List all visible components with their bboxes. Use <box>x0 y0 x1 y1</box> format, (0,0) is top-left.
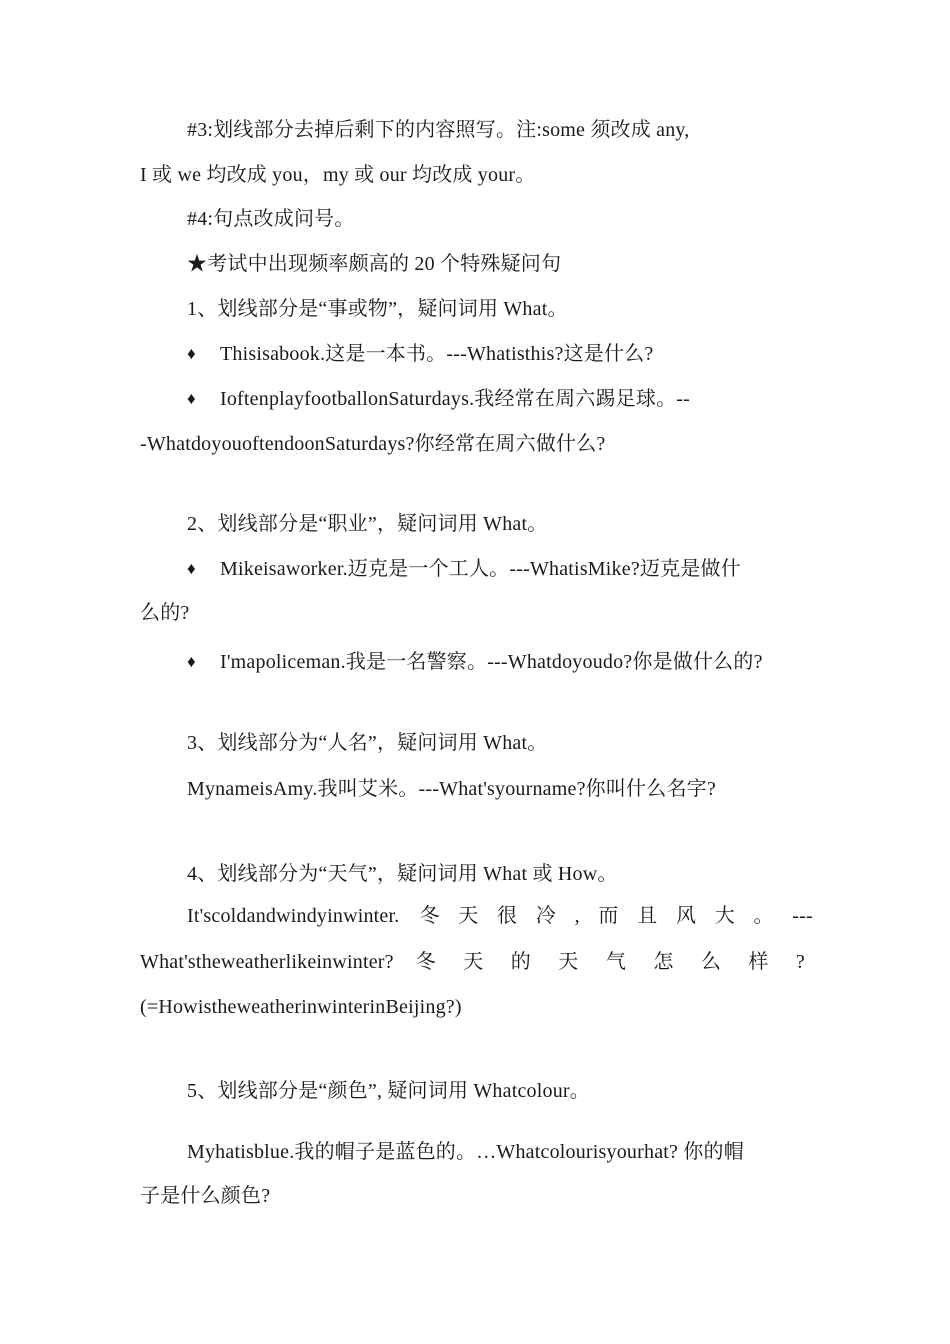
example-sentence-continued: 子是什么颜色? <box>140 1185 271 1207</box>
spread-glyph: 怎 <box>653 951 674 973</box>
spread-glyph: 。 <box>753 905 774 927</box>
spread-glyph: 天 <box>558 951 579 973</box>
spread-glyph: 的 <box>510 951 531 973</box>
example-english: What'stheweatherlikeinwinter? <box>140 951 394 973</box>
rule-3-text: #3:划线部分去掉后剩下的内容照写。注:some 须改成 any, <box>187 119 690 141</box>
spread-glyph: 冷 <box>535 905 557 927</box>
rule-3-text-continued: I 或 we 均改成 you，my 或 our 均改成 your。 <box>140 164 536 186</box>
spread-glyph: 风 <box>675 905 697 927</box>
example-chinese-spread <box>419 904 813 928</box>
section-heading: ★考试中出现频率颇高的 20 个特殊疑问句 <box>187 253 562 275</box>
item-5-heading: 5、划线部分是“颜色”, 疑问词用 Whatcolour。 <box>187 1080 590 1102</box>
spread-glyph: 大 <box>714 905 735 927</box>
example-sentence-continued: 么的? <box>140 602 190 624</box>
diamond-bullet-icon: ♦ <box>187 652 196 671</box>
spread-glyph: 么 <box>700 951 722 973</box>
example-chinese-spread <box>416 950 805 974</box>
item-4-heading: 4、划线部分为“天气”，疑问词用 What 或 How。 <box>187 863 618 885</box>
spread-glyph: , <box>574 905 580 927</box>
spread-glyph: 天 <box>463 951 484 973</box>
item-3-heading: 3、划线部分为“人名”，疑问词用 What。 <box>187 732 548 754</box>
example-sentence-justified <box>140 950 805 974</box>
spread-glyph: 天 <box>458 905 479 927</box>
spread-glyph: 冬 <box>419 905 440 927</box>
example-sentence: Myhatisblue.我的帽子是蓝色的。…Whatcolourisyourhat? 你的帽 <box>187 1141 744 1163</box>
example-english: It'scoldandwindyinwinter. <box>187 905 400 927</box>
item-2-heading: 2、划线部分是“职业”，疑问词用 What。 <box>187 513 548 535</box>
spread-glyph: 而 <box>598 905 619 927</box>
spread-glyph: 且 <box>637 905 658 927</box>
example-sentence: MynameisAmy.我叫艾米。---What'syourname?你叫什么名字? <box>187 778 716 800</box>
rule-4-text: #4:句点改成问号。 <box>187 208 355 230</box>
example-sentence-continued: -WhatdoyouoftendoonSaturdays?你经常在周六做什么? <box>140 433 606 455</box>
spread-glyph: 冬 <box>415 951 436 973</box>
example-sentence: Mikeisaworker.迈克是一个工人。---WhatisMike?迈克是做什 <box>220 558 741 580</box>
diamond-bullet-icon: ♦ <box>187 389 196 408</box>
item-1-heading: 1、划线部分是“事或物”，疑问词用 What。 <box>187 298 568 320</box>
example-sentence-justified <box>187 904 813 928</box>
spread-glyph: --- <box>792 905 813 927</box>
example-sentence: Thisisabook.这是一本书。---Whatisthis?这是什么? <box>220 343 654 365</box>
spread-glyph: 样 <box>748 951 769 973</box>
example-sentence: I'mapoliceman.我是一名警察。---Whatdoyoudo?你是做什么的? <box>220 651 763 673</box>
spread-glyph: 气 <box>605 951 627 973</box>
diamond-bullet-icon: ♦ <box>187 559 196 578</box>
spread-glyph: ? <box>795 951 805 973</box>
example-alternative: (=HowistheweatherinwinterinBeijing?) <box>140 996 462 1018</box>
example-sentence: IoftenplayfootballonSaturdays.我经常在周六踢足球。-- <box>220 388 690 410</box>
diamond-bullet-icon: ♦ <box>187 344 196 363</box>
spread-glyph: 很 <box>497 905 518 927</box>
